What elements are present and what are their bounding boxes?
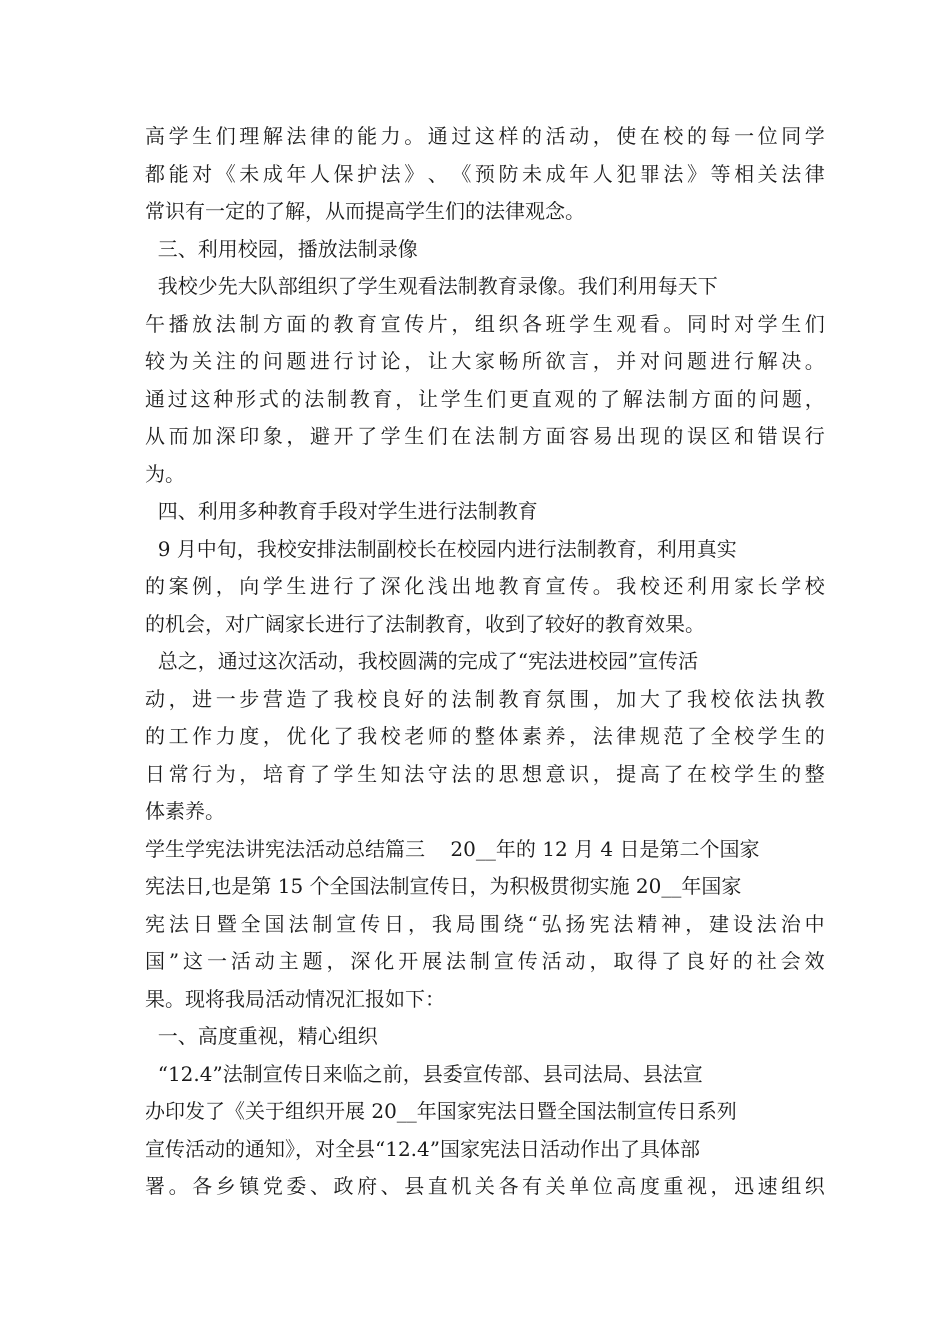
text-line: 的 工 作 力 度 ， 优 化 了 我 校 老 师 的 整 体 素 养 ， 法 律 规 范 了 全 校 学 生 的 bbox=[145, 724, 825, 748]
text-line: 都 能 对 《 未 成 年 人 保 护 法 》 、 《 预 防 未 成 年 人 犯 罪 法 》 等 相 关 法 律 bbox=[145, 161, 825, 186]
text-line: 日 常 行 为 ， 培 育 了 学 生 知 法 守 法 的 思 想 意 识 ， 提 高 了 在 校 学 生 的 整 bbox=[145, 761, 825, 786]
text-line: 宪 法 日 暨 全 国 法 制 宣 传 日 ， 我 局 围 绕 “ 弘 扬 宪 法 精 神 ， 建 设 法 治 中 bbox=[145, 911, 825, 936]
text-line: 午 播 放 法 制 方 面 的 教 育 宣 传 片 ， 组 织 各 班 学 生 观 看 。 同 时 对 学 生 们 bbox=[145, 311, 825, 336]
text-line: 办印发了《关于组织开展 20__年国家宪法日暨全国法制宣传日系列 bbox=[145, 1099, 737, 1123]
section-heading: 一、高度重视，精心组织 bbox=[145, 1024, 378, 1048]
text-line: 的机会，对广阔家长进行了法制教育，收到了较好的教育效果。 bbox=[145, 611, 705, 636]
text-line: 较 为 关 注 的 问 题 进 行 讨 论 ， 让 大 家 畅 所 欲 言 ， 并 对 问 题 进 行 解 决 。 bbox=[145, 349, 825, 373]
section-title-line: 学生学宪法讲宪法活动总结篇三 20__年的 12 月 4 日是第二个国家 bbox=[145, 836, 760, 861]
document-body bbox=[145, 118, 825, 1206]
text-line: 体素养。 bbox=[145, 799, 225, 823]
text-line: 果。现将我局活动情况汇报如下： bbox=[145, 986, 445, 1011]
text-line: 宪法日,也是第 15 个全国法制宣传日，为积极贯彻实施 20__年国家 bbox=[145, 874, 742, 898]
section-heading: 三、利用校园，播放法制录像 bbox=[145, 236, 418, 261]
text-line: 我校少先大队部组织了学生观看法制教育录像。我们利用每天下 bbox=[145, 274, 718, 298]
text-line: 为。 bbox=[145, 461, 185, 486]
text-line: “12.4”法制宣传日来临之前，县委宣传部、县司法局、县法宣 bbox=[145, 1061, 703, 1086]
text-line: 署 。 各 乡 镇 党 委 、 政 府 、 县 直 机 关 各 有 关 单 位 高 度 重 视 ， 迅 速 组 织 bbox=[145, 1174, 825, 1198]
text-line: 总之，通过这次活动，我校圆满的完成了“宪法进校园”宣传活 bbox=[145, 649, 699, 673]
text-line: 的 案 例 ， 向 学 生 进 行 了 深 化 浅 出 地 教 育 宣 传 。 我 校 还 利 用 家 长 学 校 bbox=[145, 574, 825, 598]
text-line: 从 而 加 深 印 象 ， 避 开 了 学 生 们 在 法 制 方 面 容 易 出 现 的 误 区 和 错 误 行 bbox=[145, 424, 825, 448]
section-heading: 四、利用多种教育手段对学生进行法制教育 bbox=[145, 499, 538, 523]
text-line: 国 ” 这 一 活 动 主 题 ， 深 化 开 展 法 制 宣 传 活 动 ， 取 得 了 良 好 的 社 会 效 bbox=[145, 949, 825, 973]
text-line: 高 学 生 们 理 解 法 律 的 能 力 。 通 过 这 样 的 活 动 ， 使 在 校 的 每 一 位 同 学 bbox=[145, 124, 825, 148]
text-line: 9 月中旬，我校安排法制副校长在校园内进行法制教育，利用真实 bbox=[145, 536, 737, 561]
text-line: 通 过 这 种 形 式 的 法 制 教 育 ， 让 学 生 们 更 直 观 的 了 解 法 制 方 面 的 问 题 ， bbox=[145, 386, 825, 411]
text-line: 宣传活动的通知》，对全县“12.4”国家宪法日活动作出了具体部 bbox=[145, 1136, 700, 1161]
text-line: 常识有一定的了解，从而提高学生们的法律观念。 bbox=[145, 199, 585, 223]
text-line: 动 ， 进 一 步 营 造 了 我 校 良 好 的 法 制 教 育 氛 围 ， 加 大 了 我 校 依 法 执 教 bbox=[145, 686, 825, 711]
